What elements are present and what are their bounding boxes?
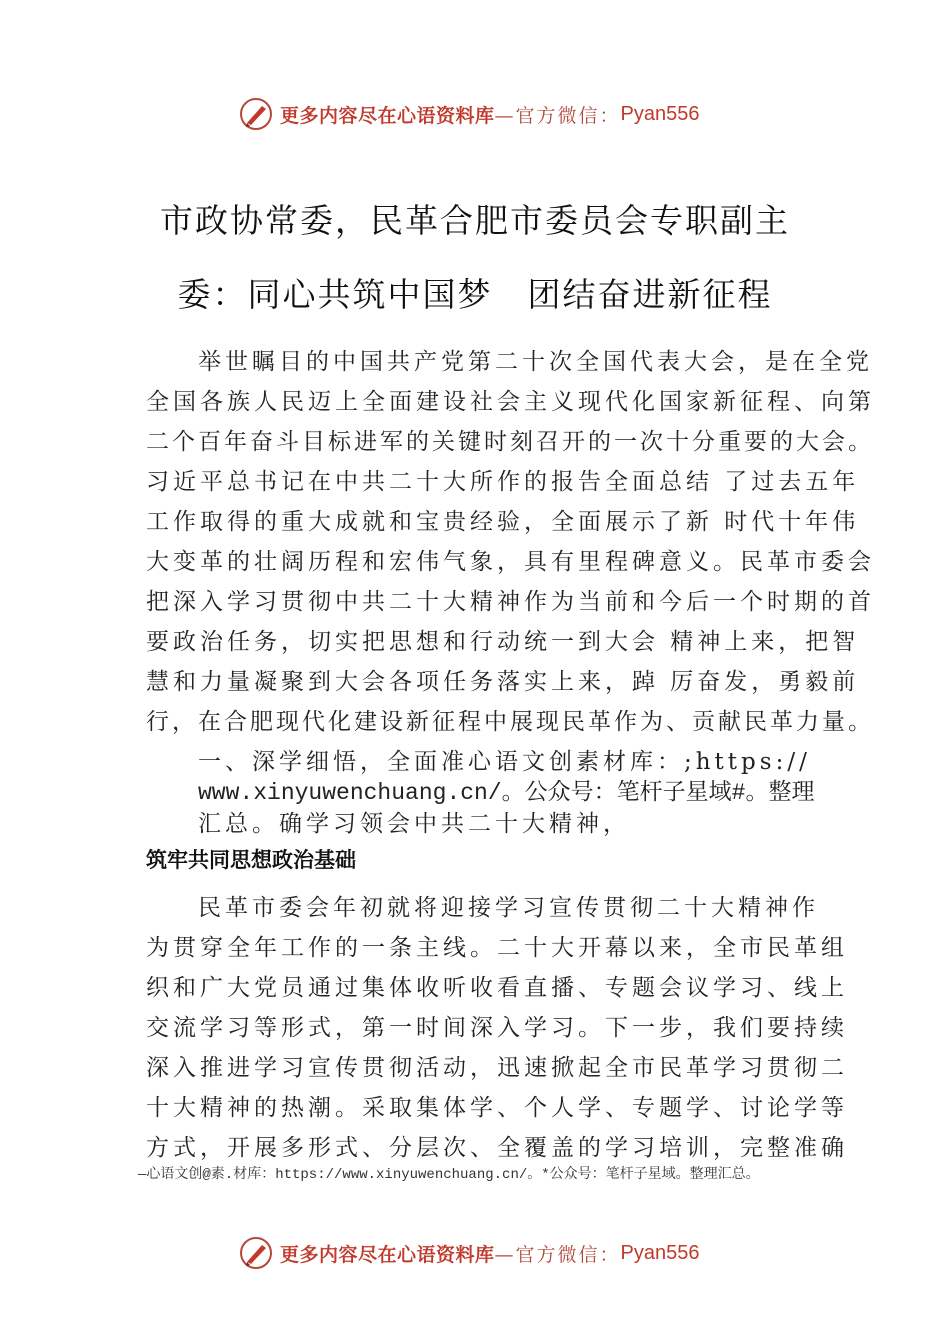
section-one-line: www.xinyuwenchuang.cn/。公众号：笔杆子星域#。整理 — [198, 780, 815, 806]
body-line: 十大精神的热潮。采取集体学、个人学、专题学、讨论学等 — [146, 1095, 848, 1121]
title-line-2: 委：同心共筑中国梦 团结奋进新征程 — [177, 275, 773, 314]
body-line: 交流学习等形式，第一时间深入学习。下一步，我们要持续 — [146, 1015, 848, 1041]
body-line: 为贯穿全年工作的一条主线。二十大开幕以来，全市民革组 — [146, 935, 848, 961]
banner-wechat-id: Pyan556 — [620, 1241, 700, 1264]
banner-brand: 更多内容尽在心语资料库 — [280, 104, 495, 127]
body-line: 要政治任务，切实把思想和行动统一到大会 精神上来，把智 — [146, 629, 860, 655]
body-line: 全国各族人民迈上全面建设社会主义现代化国家新征程、向第 — [146, 389, 875, 415]
pen-logo-icon — [238, 96, 274, 132]
banner-separator: —官方微信： — [494, 1243, 621, 1266]
body-line: 行，在合肥现代化建设新征程中展现民革作为、贡献民革力量。 — [146, 709, 874, 735]
header-banner — [238, 94, 700, 134]
section-one-line: 汇总。确学习领会中共二十大精神， — [198, 811, 630, 837]
body-line: 织和广大党员通过集体收听收看直播、专题会议学习、线上 — [146, 975, 848, 1001]
page-title — [0, 184, 950, 332]
banner-separator: —官方微信： — [494, 104, 621, 127]
body-line: 大变革的壮阔历程和宏伟气象，具有里程碑意义。民革市委会 — [146, 549, 875, 575]
section-one-line: 一、深学细悟，全面准心语文创素材库：;https:// — [198, 749, 811, 775]
banner-wechat-id: Pyan556 — [620, 102, 700, 125]
body-line: 民革市委会年初就将迎接学习宣传贯彻二十大精神作 — [198, 895, 819, 921]
body-line: 二个百年奋斗目标进军的关键时刻召开的一次十分重要的大会。 — [146, 429, 874, 455]
body-line: 把深入学习贯彻中共二十大精神作为当前和今后一个时期的首 — [146, 589, 875, 615]
footer-banner — [238, 1233, 700, 1273]
title-line-1: 市政协常委，民革合肥市委员会专职副主 — [160, 201, 790, 240]
body-line: 慧和力量凝聚到大会各项任务落实上来，踔 厉奋发，勇毅前 — [146, 669, 860, 695]
body-line: 方式，开展多形式、分层次、全覆盖的学习培训，完整准确 — [146, 1135, 848, 1161]
banner-brand: 更多内容尽在心语资料库 — [280, 1243, 495, 1266]
footnote: —心语文创@素.材库：https://www.xinyuwenchuang.cn/。*公众号：笔杆子星域。整理汇总。 — [138, 1167, 760, 1183]
pen-logo-icon — [238, 1235, 274, 1271]
section-subheading: 筑牢共同思想政治基础 — [146, 848, 356, 872]
body-line: 深入推进学习宣传贯彻活动，迅速掀起全市民革学习贯彻二 — [146, 1055, 848, 1081]
body-line: 举世瞩目的中国共产党第二十次全国代表大会，是在全党 — [198, 349, 873, 375]
body-line: 习近平总书记在中共二十大所作的报告全面总结 了过去五年 — [146, 469, 860, 495]
body-line: 工作取得的重大成就和宝贵经验，全面展示了新 时代十年伟 — [146, 509, 860, 535]
